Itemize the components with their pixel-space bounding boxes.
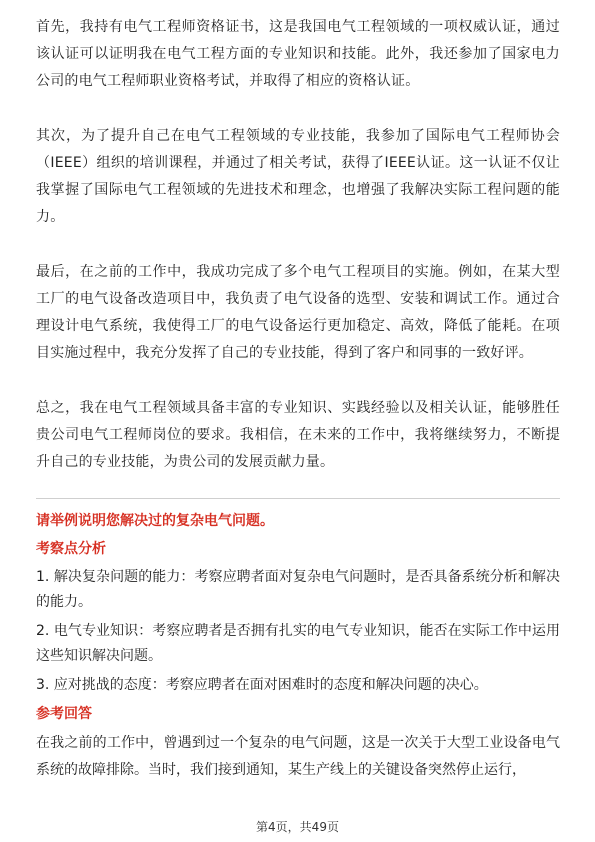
reference-answer-text: 在我之前的工作中，曾遇到过一个复杂的电气问题，这是一次关于大型工业设备电气系统的故障排除。当时，我们接到通知，某生产线上的关键设备突然停止运行，: [36, 735, 560, 778]
section-divider: [36, 498, 560, 499]
analysis-item: 1. 解决复杂问题的能力：考察应聘者面对复杂电气问题时，是否具备系统分析和解决的能力。: [36, 569, 560, 610]
paragraph-ieee-training: 其次，为了提升自己在电气工程领域的专业技能，我参加了国际电气工程师协会（IEEE）组织的培训课程，并通过了相关考试，获得了IEEE认证。这一认证不仅让我掌握了国际电气工程领域的先进技术和理念，也增强了我解决实际工程问题的能力。: [36, 128, 560, 225]
paragraph-project-experience: 最后，在之前的工作中，我成功完成了多个电气工程项目的实施。例如，在某大型工厂的电气设备改造项目中，我负责了电气设备的选型、安装和调试工作。通过合理设计电气系统，我使得工厂的电气设备运行更加稳定、高效，降低了能耗。在项目实施过程中，我充分发挥了自己的专业技能，得到了客户和同事的一致好评。: [36, 264, 560, 361]
paragraph-certification: 首先，我持有电气工程师资格证书，这是我国电气工程领域的一项权威认证，通过该认证可以证明我在电气工程方面的专业知识和技能。此外，我还参加了国家电力公司的电气工程师职业资格考试，并取得了相应的资格认证。: [36, 19, 560, 89]
reference-answer-title: 参考回答: [36, 706, 92, 722]
analysis-item: 3. 应对挑战的态度：考察应聘者在面对困难时的态度和解决问题的决心。: [36, 677, 488, 693]
analysis-title: 考察点分析: [36, 541, 106, 557]
analysis-item: 2. 电气专业知识：考察应聘者是否拥有扎实的电气专业知识，能否在实际工作中运用这些知识解决问题。: [36, 623, 560, 664]
paragraph-conclusion: 总之，我在电气工程领域具备丰富的专业知识、实践经验以及相关认证，能够胜任贵公司电气工程师岗位的要求。我相信，在未来的工作中，我将继续努力，不断提升自己的专业技能，为贵公司的发展贡献力量。: [36, 400, 560, 470]
document-page: [36, 14, 560, 784]
page-number-footer: 第4页，共49页: [256, 820, 339, 834]
interview-question: 请举例说明您解决过的复杂电气问题。: [36, 513, 274, 529]
